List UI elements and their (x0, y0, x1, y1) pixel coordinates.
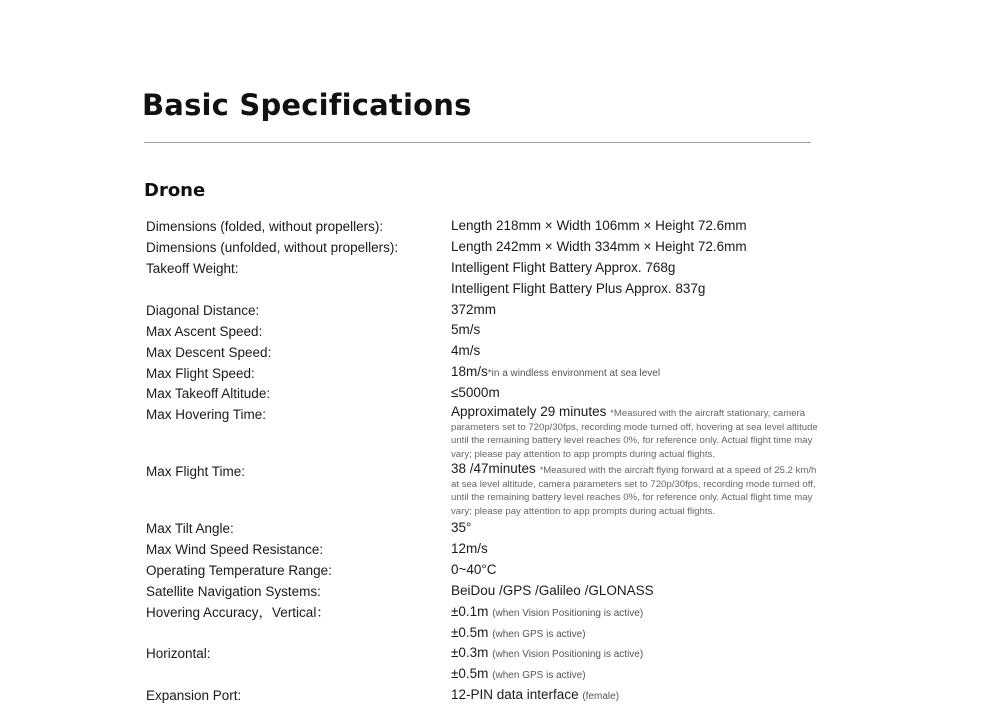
spec-value-hover-accuracy-horizontal-2 (451, 666, 586, 684)
spec-value-dimensions-folded: Length 218mm × Width 106mm × Height 72.6mm (451, 218, 747, 233)
spec-value-hover-accuracy-horizontal-1 (451, 645, 643, 663)
spec-label-takeoff-weight: Takeoff Weight: (146, 261, 239, 276)
spec-value-takeoff-weight-2: Intelligent Flight Battery Plus Approx. 837g (451, 281, 706, 296)
spec-value-hover-accuracy-vertical-1 (451, 604, 643, 622)
spec-value-flight-speed (451, 364, 660, 382)
spec-label-ascent: Max Ascent Speed: (146, 324, 263, 339)
spec-label-gnss: Satellite Navigation Systems: (146, 584, 321, 599)
spec-value-wind: 12m/s (451, 541, 488, 556)
spec-value-gnss: BeiDou /GPS /Galileo /GLONASS (451, 583, 654, 598)
spec-label-altitude: Max Takeoff Altitude: (146, 386, 271, 401)
spec-value-hover-accuracy-vertical-2 (451, 625, 586, 643)
hover-acc-v-note-2: (when GPS is active) (492, 629, 586, 640)
flight-time-note: *Measured with the aircraft flying forward at a speed of 25.2 km/h at sea level altitude, camera parameters set to 720p/30fps, recording mode turned off, until the remaining battery level reaches 0%, for reference only. Actual flight time may vary; please pay attention to app prompts during actual flights. (451, 465, 817, 517)
spec-value-hover-time (451, 406, 823, 460)
hover-acc-h-note-2: (when GPS is active) (492, 670, 586, 681)
spec-value-tilt: 35° (451, 520, 472, 535)
spec-label-hover-accuracy-vertical: Hovering Accuracy，Vertical： (146, 605, 330, 620)
spec-label-hover-accuracy-horizontal: Horizontal: (146, 646, 211, 661)
hover-acc-v-note-1: (when Vision Positioning is active) (492, 608, 644, 619)
spec-label-dimensions-unfolded: Dimensions (unfolded, without propellers): (146, 240, 399, 255)
spec-value-altitude: ≤5000m (451, 385, 500, 400)
section-title: Drone (144, 180, 206, 201)
hover-time-note: *Measured with the aircraft stationary, camera parameters set to 720p/30fps, recording mode turned off, hovering at sea level altitude until the remaining battery level reaches 0%, for reference only. Actual flight time may vary; please pay attention to app prompts during actual flights. (451, 408, 818, 460)
hover-acc-h-main-1: ±0.3m (451, 645, 489, 660)
flight-time-main: 38 /47minutes (451, 461, 536, 476)
spec-label-flight-time: Max Flight Time: (146, 464, 246, 479)
spec-value-dimensions-unfolded: Length 242mm × Width 334mm × Height 72.6mm (451, 239, 747, 254)
spec-label-expansion-port: Expansion Port: (146, 688, 242, 703)
hover-time-main: Approximately 29 minutes (451, 404, 607, 419)
hover-acc-h-main-2: ±0.5m (451, 666, 489, 681)
spec-label-dimensions-folded: Dimensions (folded, without propellers): (146, 219, 384, 234)
expansion-note: (female) (582, 691, 620, 702)
spec-value-ascent: 5m/s (451, 322, 481, 337)
title-divider (144, 142, 811, 143)
page-title: Basic Specifications (142, 88, 472, 122)
spec-value-temperature: 0~40°C (451, 562, 497, 577)
hover-acc-v-main-2: ±0.5m (451, 625, 489, 640)
flight-speed-main: 18m/s (451, 364, 488, 379)
spec-value-descent: 4m/s (451, 343, 481, 358)
hover-acc-v-main-1: ±0.1m (451, 604, 489, 619)
spec-value-flight-time (451, 463, 823, 517)
spec-label-hover-time: Max Hovering Time: (146, 407, 267, 422)
spec-label-flight-speed: Max Flight Speed: (146, 366, 255, 381)
spec-label-tilt: Max Tilt Angle: (146, 521, 234, 536)
spec-label-wind: Max Wind Speed Resistance: (146, 542, 324, 557)
expansion-main: 12-PIN data interface (451, 687, 579, 702)
spec-label-temperature: Operating Temperature Range: (146, 563, 332, 578)
spec-label-descent: Max Descent Speed: (146, 345, 272, 360)
spec-value-takeoff-weight-1: Intelligent Flight Battery Approx. 768g (451, 260, 676, 275)
spec-label-diagonal: Diagonal Distance: (146, 303, 260, 318)
spec-value-expansion-port (451, 687, 619, 705)
hover-acc-h-note-1: (when Vision Positioning is active) (492, 649, 644, 660)
flight-speed-note: *in a windless environment at sea level (487, 368, 661, 379)
spec-value-diagonal: 372mm (451, 302, 497, 317)
